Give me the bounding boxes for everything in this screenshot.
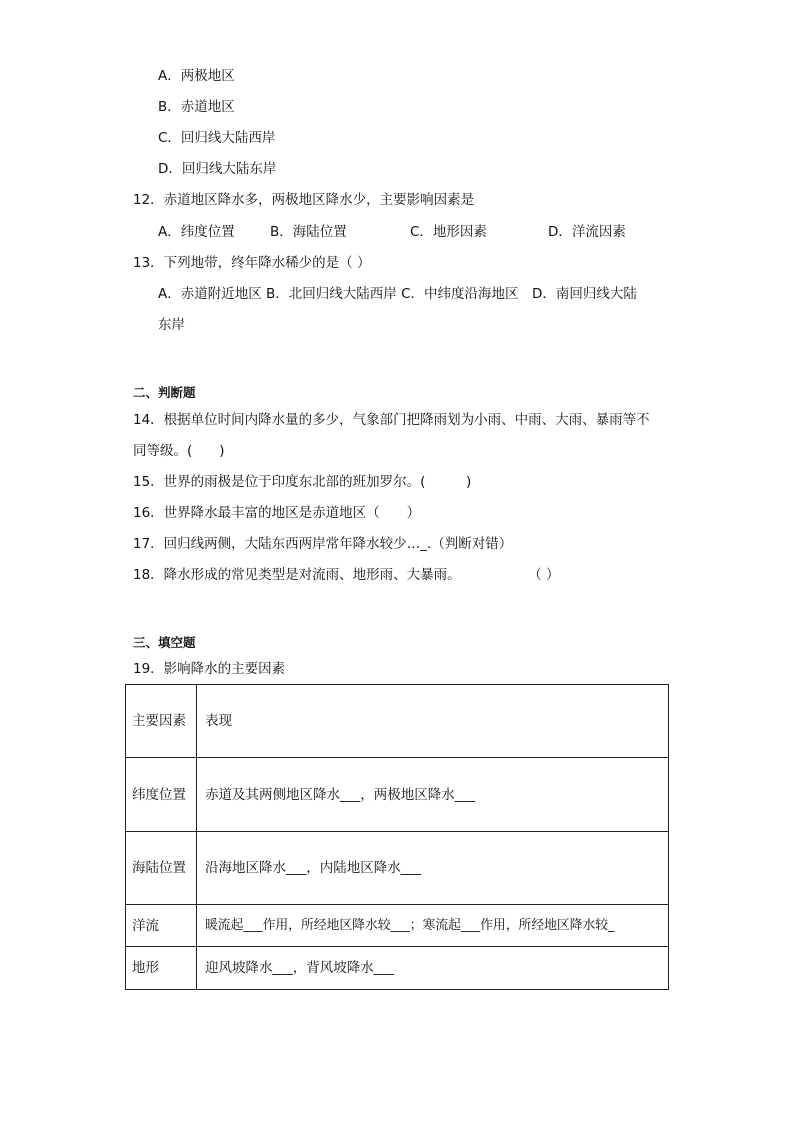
table-header-cell: 表现: [197, 685, 669, 758]
q17: 17．回归线两侧，大陆东西两岸常年降水较少…_.（判断对错）: [133, 536, 513, 552]
q13-options-wrap: 东岸: [158, 317, 185, 333]
q12-option-c: C．地形因素: [410, 224, 487, 240]
q14-line-2: 同等级。( ): [133, 443, 225, 459]
table-header-cell: 主要因素: [126, 685, 197, 758]
table-cell-desc: 赤道及其两侧地区降水___，两极地区降水___: [197, 758, 669, 832]
section-2-title: 二、判断题: [133, 385, 196, 400]
table-cell-desc: 暖流起___作用，所经地区降水较___；寒流起___作用，所经地区降水较_: [197, 905, 669, 947]
q15: 15．世界的雨极是位于印度东北部的班加罗尔。( ): [133, 474, 472, 490]
q12-option-d: D．洋流因素: [548, 224, 626, 240]
table-row: [126, 905, 669, 947]
table-cell-desc: 沿海地区降水___，内陆地区降水___: [197, 832, 669, 905]
section-3-title: 三、填空题: [133, 635, 196, 650]
table-row: [126, 758, 669, 832]
q16: 16．世界降水最丰富的地区是赤道地区（ ）: [133, 505, 421, 521]
q11-option-a: A．两极地区: [158, 68, 235, 84]
q14-line-1: 14．根据单位时间内降水量的多少，气象部门把降雨划为小雨、中雨、大雨、暴雨等不: [133, 412, 650, 428]
table-header-row: [126, 685, 669, 758]
q18: 18．降水形成的常见类型是对流雨、地形雨、大暴雨。 （ ）: [133, 567, 560, 583]
table-row: [126, 832, 669, 905]
q12-stem: 12．赤道地区降水多，两极地区降水少，主要影响因素是: [133, 192, 475, 208]
table-cell-factor: 纬度位置: [126, 758, 197, 832]
q11-option-c: C．回归线大陆西岸: [158, 130, 276, 146]
table-cell-desc: 迎风坡降水___，背风坡降水___: [197, 947, 669, 990]
q12-option-b: B．海陆位置: [270, 224, 347, 240]
q13-options: A．赤道附近地区 B．北回归线大陆西岸 C．中纬度沿海地区 D．南回归线大陆: [158, 286, 637, 302]
table-cell-factor: 海陆位置: [126, 832, 197, 905]
table-cell-factor: 洋流: [126, 905, 197, 947]
table-row: [126, 947, 669, 990]
factors-table: [125, 684, 669, 990]
q19-stem: 19．影响降水的主要因素: [133, 661, 286, 677]
q11-option-b: B．赤道地区: [158, 99, 235, 115]
table-cell-factor: 地形: [126, 947, 197, 990]
q12-option-a: A．纬度位置: [158, 224, 235, 240]
q13-stem: 13．下列地带，终年降水稀少的是（ ）: [133, 255, 371, 271]
q11-option-d: D．回归线大陆东岸: [158, 161, 277, 177]
